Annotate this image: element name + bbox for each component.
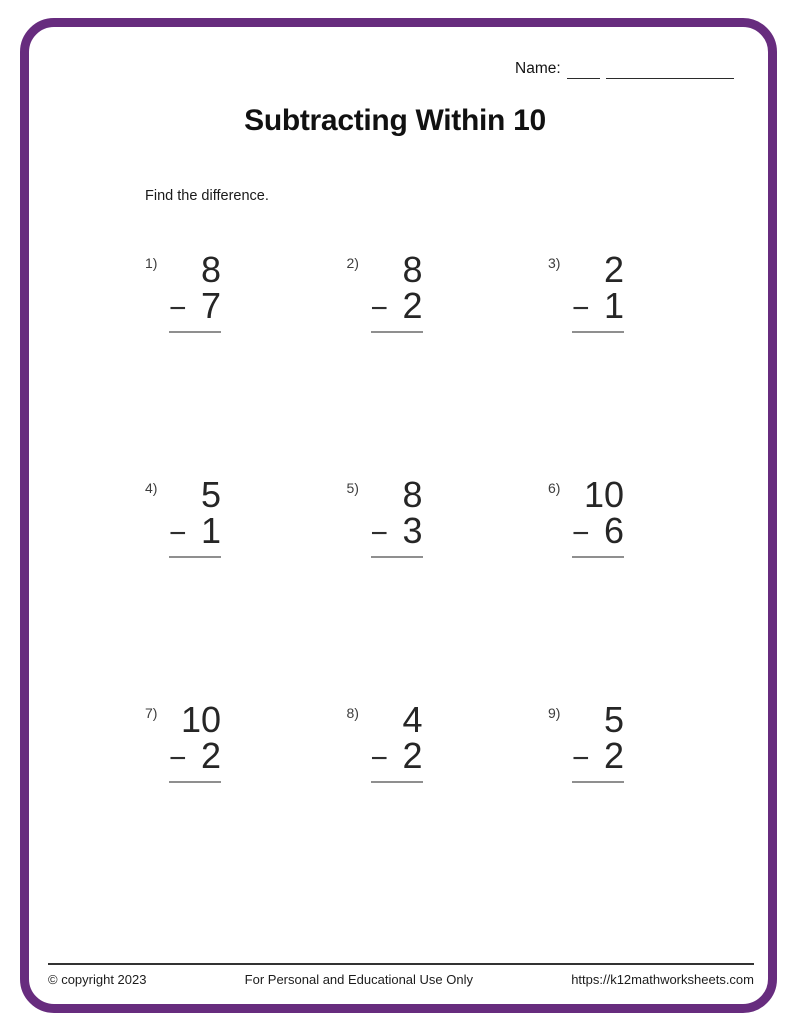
footer-copyright: © copyright 2023 [48,972,147,987]
instructions-text: Find the difference. [145,188,269,204]
subtraction-line [370,735,423,777]
footer-usage-text: For Personal and Educational Use Only [244,972,474,987]
answer-line [572,781,624,783]
name-label: Name: [515,60,561,77]
minuend: 10 [583,474,624,515]
problem-body [371,475,423,558]
problems-grid [145,250,750,925]
subtraction-line [572,285,624,327]
problem-number: 6) [548,480,561,496]
problem-body [371,250,423,333]
problem-number: 3) [548,255,561,271]
problem-9 [548,700,750,925]
problem-7 [145,700,347,925]
subtrahend: 3 [402,510,423,551]
problem-body [572,250,624,333]
minuend: 8 [402,474,423,515]
name-blank-line-short [567,61,600,79]
problem-5 [347,475,549,700]
problem-body [572,475,624,558]
answer-line [371,556,423,558]
answer-line [572,556,624,558]
minus-sign: − [370,517,389,550]
subtrahend: 2 [603,735,624,776]
problem-6 [548,475,750,700]
minus-sign: − [169,292,187,325]
minus-sign: − [572,292,590,325]
subtraction-line [169,510,221,552]
name-blank-line-long [606,61,734,79]
subtrahend: 6 [603,510,624,551]
subtrahend: 2 [402,735,423,776]
problem-body [169,700,221,783]
problem-4 [145,475,347,700]
minus-sign: − [370,742,389,775]
subtraction-line [169,735,221,777]
minuend: 2 [603,249,624,290]
name-field-row [515,60,734,79]
minuend: 10 [180,699,221,740]
minus-sign: − [572,517,590,550]
problem-body [169,250,221,333]
answer-line [169,556,221,558]
problem-body [572,700,624,783]
subtraction-line [370,510,423,552]
page-title: Subtracting Within 10 [244,104,546,137]
subtrahend: 1 [603,285,624,326]
footer-divider [48,963,754,965]
subtraction-line [169,285,221,327]
problem-number: 5) [346,480,359,496]
answer-line [371,331,423,333]
minus-sign: − [169,742,187,775]
problem-1 [145,250,347,475]
minuend: 4 [402,699,423,740]
subtrahend: 7 [200,285,221,326]
problem-2 [347,250,549,475]
problem-8 [347,700,549,925]
answer-line [371,781,423,783]
answer-line [169,331,221,333]
problem-number: 1) [145,255,158,271]
minus-sign: − [370,292,389,325]
problem-number: 9) [548,705,561,721]
answer-line [572,331,624,333]
subtraction-line [572,735,624,777]
subtrahend: 1 [200,510,221,551]
problem-number: 7) [145,705,158,721]
problem-number: 4) [145,480,158,496]
subtraction-line [370,285,423,327]
subtrahend: 2 [200,735,221,776]
minuend: 8 [200,249,221,290]
answer-line [169,781,221,783]
footer-website-url: https://k12mathworksheets.com [571,972,754,987]
problem-3 [548,250,750,475]
problem-number: 8) [346,705,359,721]
problem-body [371,700,423,783]
minuend: 5 [200,474,221,515]
subtrahend: 2 [402,285,423,326]
minus-sign: − [169,517,187,550]
subtraction-line [572,510,624,552]
footer [48,972,754,987]
minus-sign: − [572,742,590,775]
minuend: 8 [402,249,423,290]
problem-number: 2) [346,255,359,271]
minuend: 5 [603,699,624,740]
problem-body [169,475,221,558]
